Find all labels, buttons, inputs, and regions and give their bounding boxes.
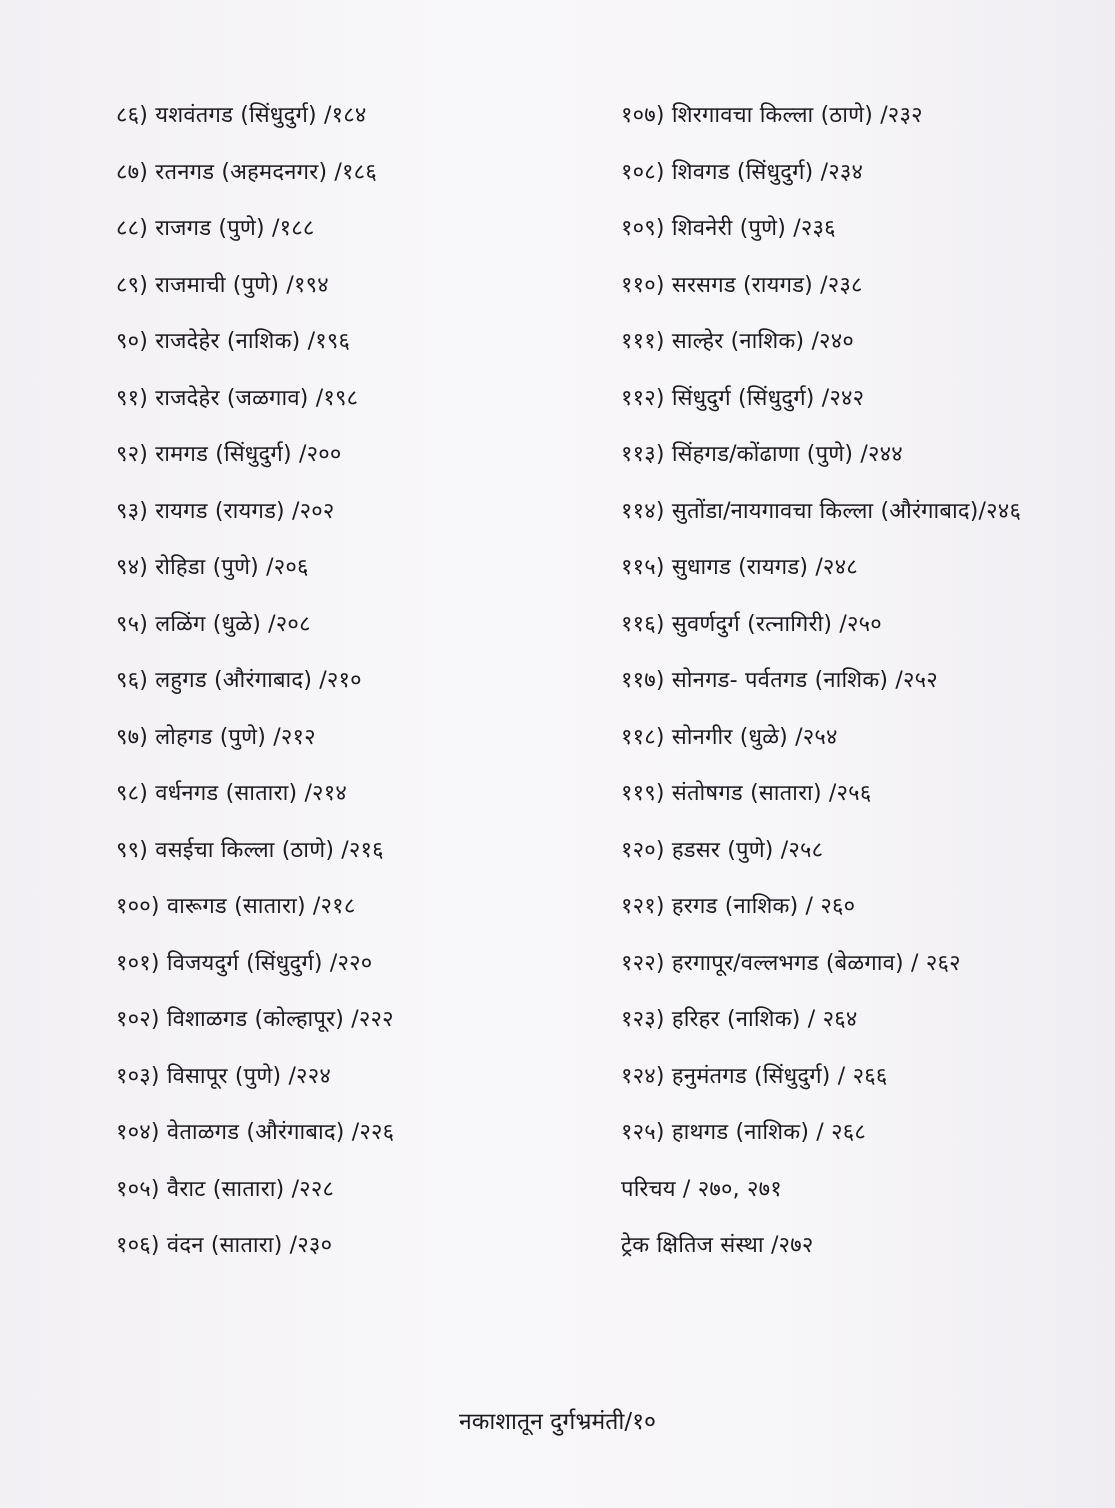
index-entry: ११८) सोनगीर (धुळे) /२५४ — [621, 724, 838, 750]
index-entry: ८८) राजगड (पुणे) /१८८ — [116, 216, 315, 241]
index-entry: १११) साल्हेर (नाशिक) /२४० — [621, 329, 854, 354]
index-entry: १०४) वेताळगड (औरंगाबाद) /२२६ — [116, 1120, 395, 1145]
index-entry: १०६) वंदन (सातारा) /२३० — [116, 1233, 333, 1258]
index-entry: ९३) रायगड (रायगड) /२०२ — [116, 498, 335, 524]
index-entry: ९४) रोहिडा (पुणे) /२०६ — [116, 555, 309, 580]
index-entry: ९०) राजदेहेर (नाशिक) /१९६ — [116, 329, 351, 354]
index-entry: ट्रेक क्षितिज संस्था /२७२ — [621, 1233, 814, 1258]
index-entry: १२३) हरिहर (नाशिक) / २६४ — [621, 1007, 858, 1032]
index-entry: परिचय / २७०, २७१ — [621, 1176, 782, 1202]
index-entry: ९६) लहुगड (औरंगाबाद) /२१० — [116, 668, 362, 693]
index-entry: ९५) लळिंग (धुळे) /२०८ — [116, 611, 311, 637]
index-entry: ९८) वर्धनगड (सातारा) /२१४ — [116, 781, 347, 806]
index-entry: ११९) संतोषगड (सातारा) /२५६ — [621, 781, 872, 806]
index-entry: ८९) राजमाची (पुणे) /१९४ — [116, 272, 329, 298]
index-entry: ११५) सुधागड (रायगड) /२४८ — [621, 555, 858, 580]
index-entry: १०२) विशाळगड (कोल्हापूर) /२२२ — [116, 1007, 394, 1032]
index-entry: ९२) रामगड (सिंधुदुर्ग) /२०० — [116, 442, 342, 467]
index-entry: ११७) सोनगड- पर्वतगड (नाशिक) /२५२ — [621, 668, 938, 693]
index-column-right — [621, 94, 1091, 1281]
index-entry: १२२) हरगापूर/वल्लभगड (बेळगाव) / २६२ — [621, 950, 961, 976]
index-entry: १०७) शिरगावचा किल्ला (ठाणे) /२३२ — [621, 103, 923, 128]
index-entry: १०५) वैराट (सातारा) /२२८ — [116, 1176, 335, 1202]
index-entry: १२४) हनुमंतगड (सिंधुदुर्ग) / २६६ — [621, 1063, 888, 1089]
index-entry: १००) वारूगड (सातारा) /२१८ — [116, 894, 356, 919]
index-entry: ८७) रतनगड (अहमदनगर) /१८६ — [116, 159, 377, 185]
index-entry: १२०) हडसर (पुणे) /२५८ — [621, 837, 824, 863]
index-entry: ९७) लोहगड (पुणे) /२१२ — [116, 724, 316, 750]
index-entry: १२१) हरगड (नाशिक) / २६० — [621, 894, 856, 919]
index-entry: ११६) सुवर्णदुर्ग (रत्नागिरी) /२५० — [621, 611, 882, 637]
index-entry: १०८) शिवगड (सिंधुदुर्ग) /२३४ — [621, 159, 864, 185]
index-entry: ९१) राजदेहेर (जळगाव) /१९८ — [116, 385, 359, 411]
index-entry: ८६) यशवंतगड (सिंधुदुर्ग) /१८४ — [116, 103, 367, 128]
index-entry: ११०) सरसगड (रायगड) /२३८ — [621, 272, 863, 298]
index-entry: ११२) सिंधुदुर्ग (सिंधुदुर्ग) /२४२ — [621, 385, 865, 411]
index-entry: १२५) हाथगड (नाशिक) / २६८ — [621, 1120, 867, 1145]
index-entry: १०९) शिवनेरी (पुणे) /२३६ — [621, 216, 836, 241]
index-entry: ९९) वसईचा किल्ला (ठाणे) /२१६ — [116, 837, 384, 863]
index-entry: १०१) विजयदुर्ग (सिंधुदुर्ग) /२२० — [116, 950, 373, 976]
index-column-left — [116, 94, 586, 1281]
index-entry: ११३) सिंहगड/कोंढाणा (पुणे) /२४४ — [621, 442, 903, 467]
index-entry: ११४) सुतोंडा/नायगावचा किल्ला (औरंगाबाद)/२४६ — [621, 498, 1022, 524]
index-entry: १०३) विसापूर (पुणे) /२२४ — [116, 1063, 331, 1089]
page-footer: नकाशातून दुर्गभ्रमंती/१० — [459, 1409, 656, 1435]
